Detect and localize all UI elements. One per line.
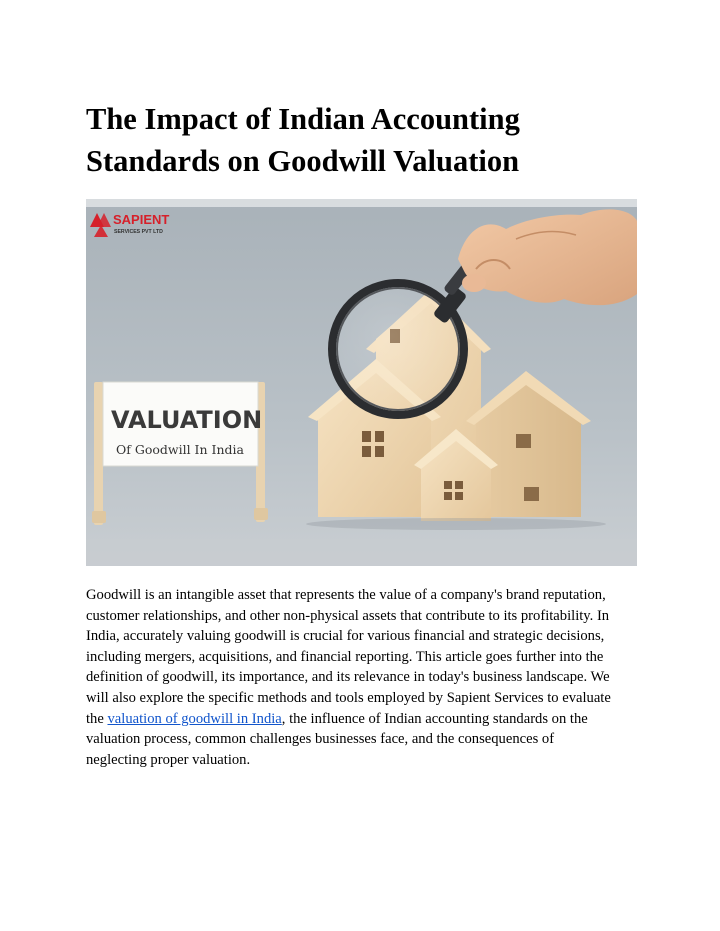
link-suffix-text: , the influence of Indian accounting standards on the (281, 710, 588, 727)
intro-paragraph (86, 585, 646, 770)
paragraph-line: definition of goodwill, its importance, and its relevance in today's business landscape. We (86, 669, 610, 686)
link-prefix-text: the (86, 710, 108, 727)
paragraph-line: including mergers, acquisitions, and financial reporting. This article goes further into the (86, 648, 604, 665)
paragraph-line: India, accurately valuing goodwill is crucial for various financial and strategic decisions, (86, 628, 605, 645)
paragraph-line: Goodwill is an intangible asset that represents the value of a company's brand reputation, (86, 587, 606, 603)
page-title (86, 98, 646, 182)
paragraph-line-with-link (86, 709, 646, 730)
sign-subtitle-text: Of Goodwill In India (116, 442, 244, 457)
sign-title-text: VALUATION (111, 406, 263, 434)
paragraph-line: customer relationships, and other non-physical assets that contribute to its profitability. In (86, 607, 610, 624)
hero-image (86, 199, 637, 566)
title-line-1: The Impact of Indian Accounting (86, 102, 520, 136)
logo-subline-text: SERVICES PVT LTD (114, 229, 163, 235)
logo-brand-text: SAPIENT (113, 212, 170, 227)
goodwill-valuation-link[interactable]: valuation of goodwill in India (107, 710, 282, 727)
title-line-2: Standards on Goodwill Valuation (86, 144, 520, 178)
paragraph-line: valuation process, common challenges businesses face, and the consequences of (86, 731, 555, 748)
paragraph-line: neglecting proper valuation. (86, 751, 251, 768)
paragraph-line: will also explore the specific methods and tools employed by Sapient Services to evaluate (86, 689, 611, 706)
